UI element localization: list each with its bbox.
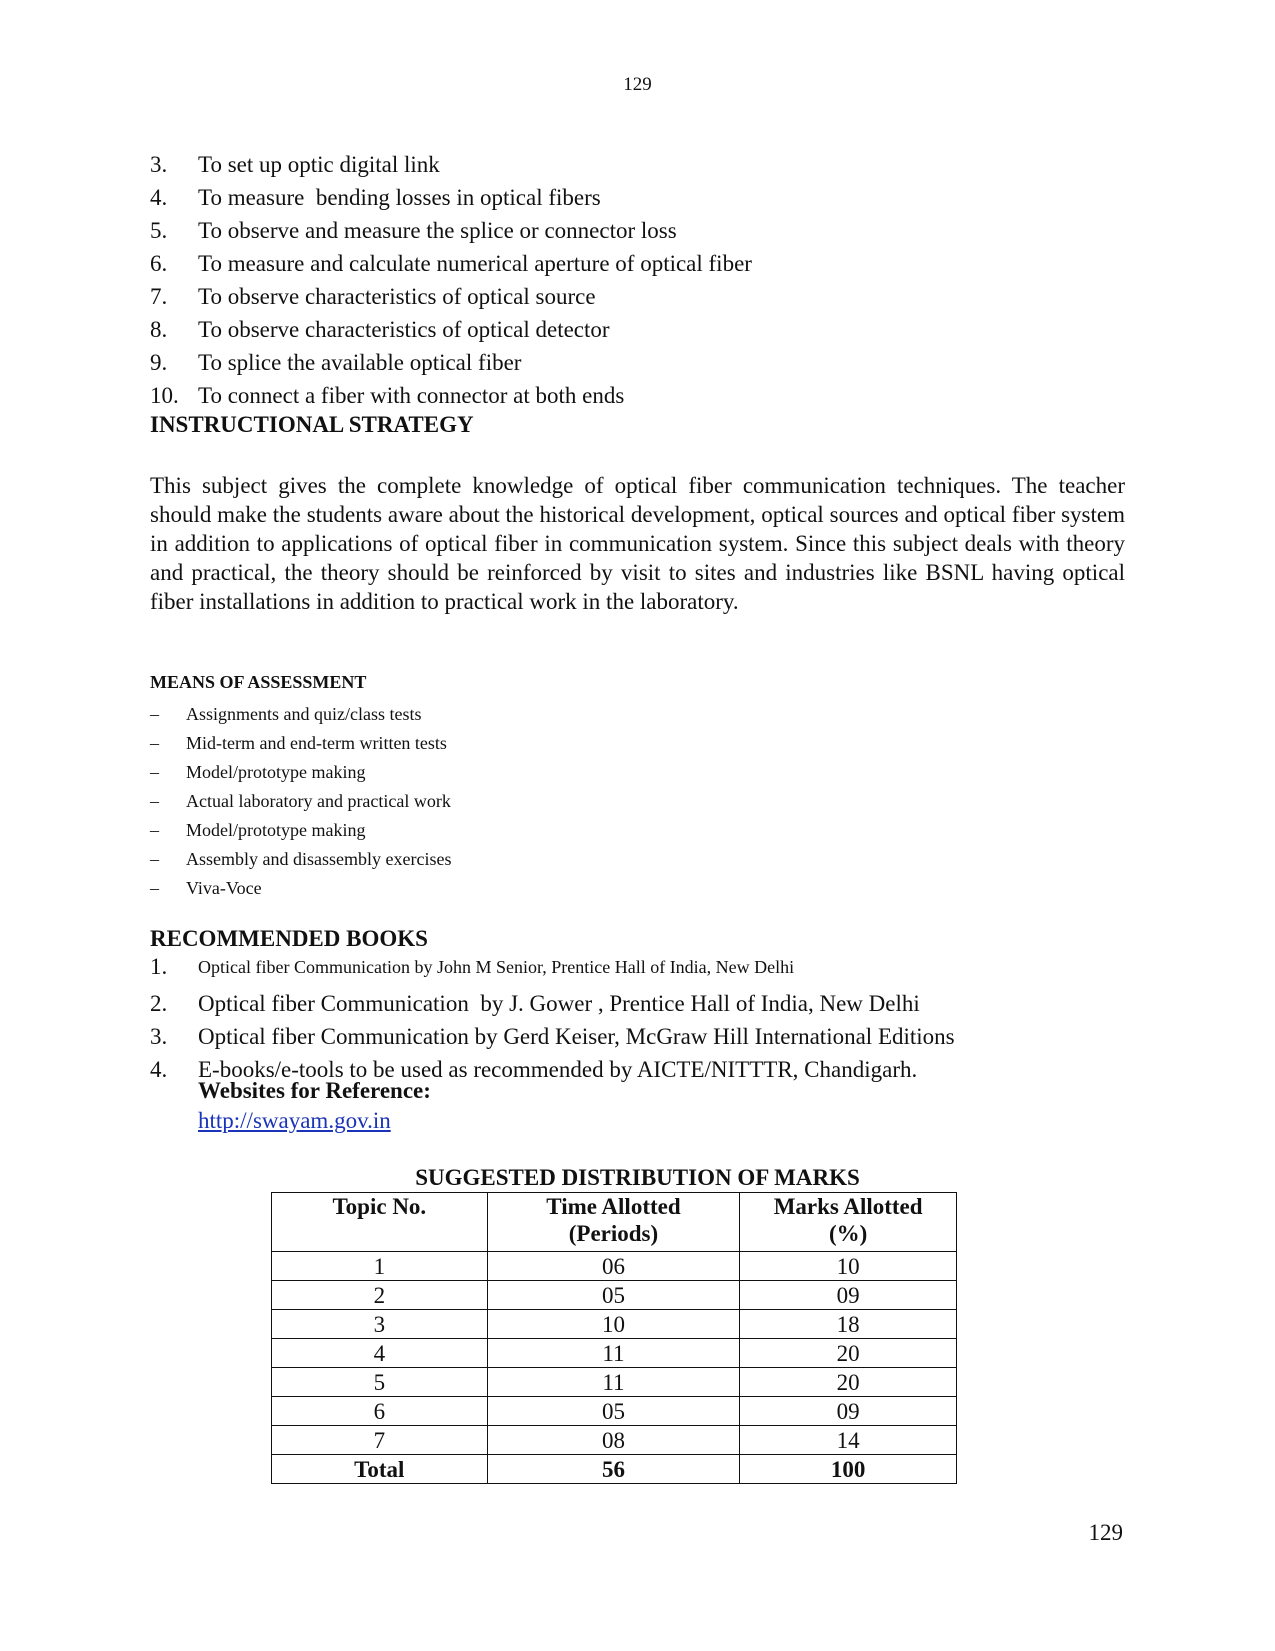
table-row: [272, 1310, 957, 1339]
swayam-link[interactable]: http://swayam.gov.in: [198, 1108, 391, 1133]
table-header-row: [272, 1193, 957, 1252]
table-row: [272, 1339, 957, 1368]
item-number: 5.: [150, 218, 168, 243]
table-row: [272, 1281, 957, 1310]
table-row: [272, 1426, 957, 1455]
list-item: [150, 845, 950, 874]
marks-cell: 09: [740, 1281, 957, 1310]
marks-cell: 10: [740, 1252, 957, 1281]
item-text: E-books/e-tools to be used as recommended by AICTE/NITTTR, Chandigarh.: [198, 1057, 918, 1082]
list-item: [150, 952, 1150, 987]
item-number: 4.: [150, 1057, 168, 1082]
topic-cell: 1: [272, 1252, 488, 1281]
total-marks: 100: [740, 1455, 957, 1484]
list-item: [150, 346, 1150, 379]
topic-cell: 3: [272, 1310, 488, 1339]
item-number: 1.: [150, 954, 168, 979]
item-text: Model/prototype making: [186, 762, 366, 782]
list-item: [150, 987, 1150, 1020]
list-item: [150, 729, 950, 758]
marks-cell: 09: [740, 1397, 957, 1426]
topic-cell: 4: [272, 1339, 488, 1368]
item-text: To connect a fiber with connector at both ends: [198, 383, 625, 408]
list-item: [150, 874, 950, 903]
time-cell: 11: [487, 1339, 740, 1368]
websites-label: Websites for Reference:: [198, 1078, 431, 1103]
list-item: [150, 181, 1150, 214]
marks-cell: 20: [740, 1339, 957, 1368]
item-number: 2.: [150, 991, 168, 1016]
list-item: [150, 700, 950, 729]
assessment-list: [150, 700, 950, 903]
item-number: 3.: [150, 152, 168, 177]
item-text: To observe and measure the splice or connector loss: [198, 218, 677, 243]
item-text: To observe characteristics of optical detector: [198, 317, 610, 342]
table-total-row: [272, 1455, 957, 1484]
time-cell: 11: [487, 1368, 740, 1397]
item-text: Actual laboratory and practical work: [186, 791, 451, 811]
page-number-bottom: 129: [1088, 1520, 1123, 1545]
time-cell: 05: [487, 1397, 740, 1426]
time-cell: 06: [487, 1252, 740, 1281]
topic-cell: 5: [272, 1368, 488, 1397]
item-text: Assignments and quiz/class tests: [186, 704, 422, 724]
topic-cell: 2: [272, 1281, 488, 1310]
item-text: To set up optic digital link: [198, 152, 440, 177]
dash-bullet: –: [150, 704, 159, 724]
item-text: To observe characteristics of optical source: [198, 284, 596, 309]
item-text: Assembly and disassembly exercises: [186, 849, 452, 869]
list-item: [150, 787, 950, 816]
marks-cell: 20: [740, 1368, 957, 1397]
practicals-list: [150, 148, 1150, 412]
item-text: To measure and calculate numerical aperture of optical fiber: [198, 251, 752, 276]
list-item: [150, 816, 950, 845]
list-item: [150, 313, 1150, 346]
item-text: To measure bending losses in optical fibers: [198, 185, 601, 210]
list-item: [150, 214, 1150, 247]
item-text: To splice the available optical fiber: [198, 350, 522, 375]
table-row: [272, 1252, 957, 1281]
list-item: [150, 379, 1150, 412]
item-text: Mid-term and end-term written tests: [186, 733, 447, 753]
means-of-assessment-heading: MEANS OF ASSESSMENT: [150, 672, 367, 692]
list-item: [150, 280, 1150, 313]
dash-bullet: –: [150, 849, 159, 869]
header-topic-no: Topic No.: [272, 1193, 488, 1252]
topic-cell: 6: [272, 1397, 488, 1426]
dash-bullet: –: [150, 762, 159, 782]
item-number: 9.: [150, 350, 168, 375]
list-item: [150, 1020, 1150, 1053]
item-number: 4.: [150, 185, 168, 210]
item-text: Optical fiber Communication by Gerd Keiser, McGraw Hill International Editions: [198, 1024, 955, 1049]
item-number: 10.: [150, 383, 179, 408]
list-item: [150, 758, 950, 787]
instructional-strategy-heading: INSTRUCTIONAL STRATEGY: [150, 412, 474, 437]
topic-cell: 7: [272, 1426, 488, 1455]
item-number: 8.: [150, 317, 168, 342]
time-cell: 05: [487, 1281, 740, 1310]
time-cell: 08: [487, 1426, 740, 1455]
marks-cell: 14: [740, 1426, 957, 1455]
item-number: 7.: [150, 284, 168, 309]
time-cell: 10: [487, 1310, 740, 1339]
books-list: [150, 952, 1150, 1086]
list-item: [150, 247, 1150, 280]
table-row: [272, 1397, 957, 1426]
header-marks-allotted: Marks Allotted (%): [740, 1193, 957, 1252]
table-row: [272, 1368, 957, 1397]
marks-cell: 18: [740, 1310, 957, 1339]
dash-bullet: –: [150, 820, 159, 840]
item-text: Optical fiber Communication by J. Gower , Prentice Hall of India, New Delhi: [198, 991, 920, 1016]
total-label: Total: [272, 1455, 488, 1484]
dash-bullet: –: [150, 791, 159, 811]
item-text: Viva-Voce: [186, 878, 262, 898]
list-item: [150, 148, 1150, 181]
recommended-books-heading: RECOMMENDED BOOKS: [150, 926, 428, 951]
item-text: Optical fiber Communication by John M Senior, Prentice Hall of India, New Delhi: [198, 957, 795, 977]
item-number: 6.: [150, 251, 168, 276]
dash-bullet: –: [150, 878, 159, 898]
page-number-top: 129: [623, 74, 652, 95]
dash-bullet: –: [150, 733, 159, 753]
header-time-allotted: Time Allotted (Periods): [487, 1193, 740, 1252]
instructional-strategy-text: This subject gives the complete knowledge of optical fiber communication techniques. The teacher should make the students aware about the historical development, optical sources and optical fiber system in addition to applications of optical fiber in communication system. Since this subject deals with theory and practical, the theory should be reinforced by visit to sites and industries like BSNL having optical fiber installations in addition to practical work in the laboratory.: [150, 473, 1125, 614]
item-number: 3.: [150, 1024, 168, 1049]
marks-distribution-table: [271, 1192, 957, 1484]
marks-table-title: SUGGESTED DISTRIBUTION OF MARKS: [415, 1165, 860, 1190]
item-text: Model/prototype making: [186, 820, 366, 840]
total-time: 56: [487, 1455, 740, 1484]
